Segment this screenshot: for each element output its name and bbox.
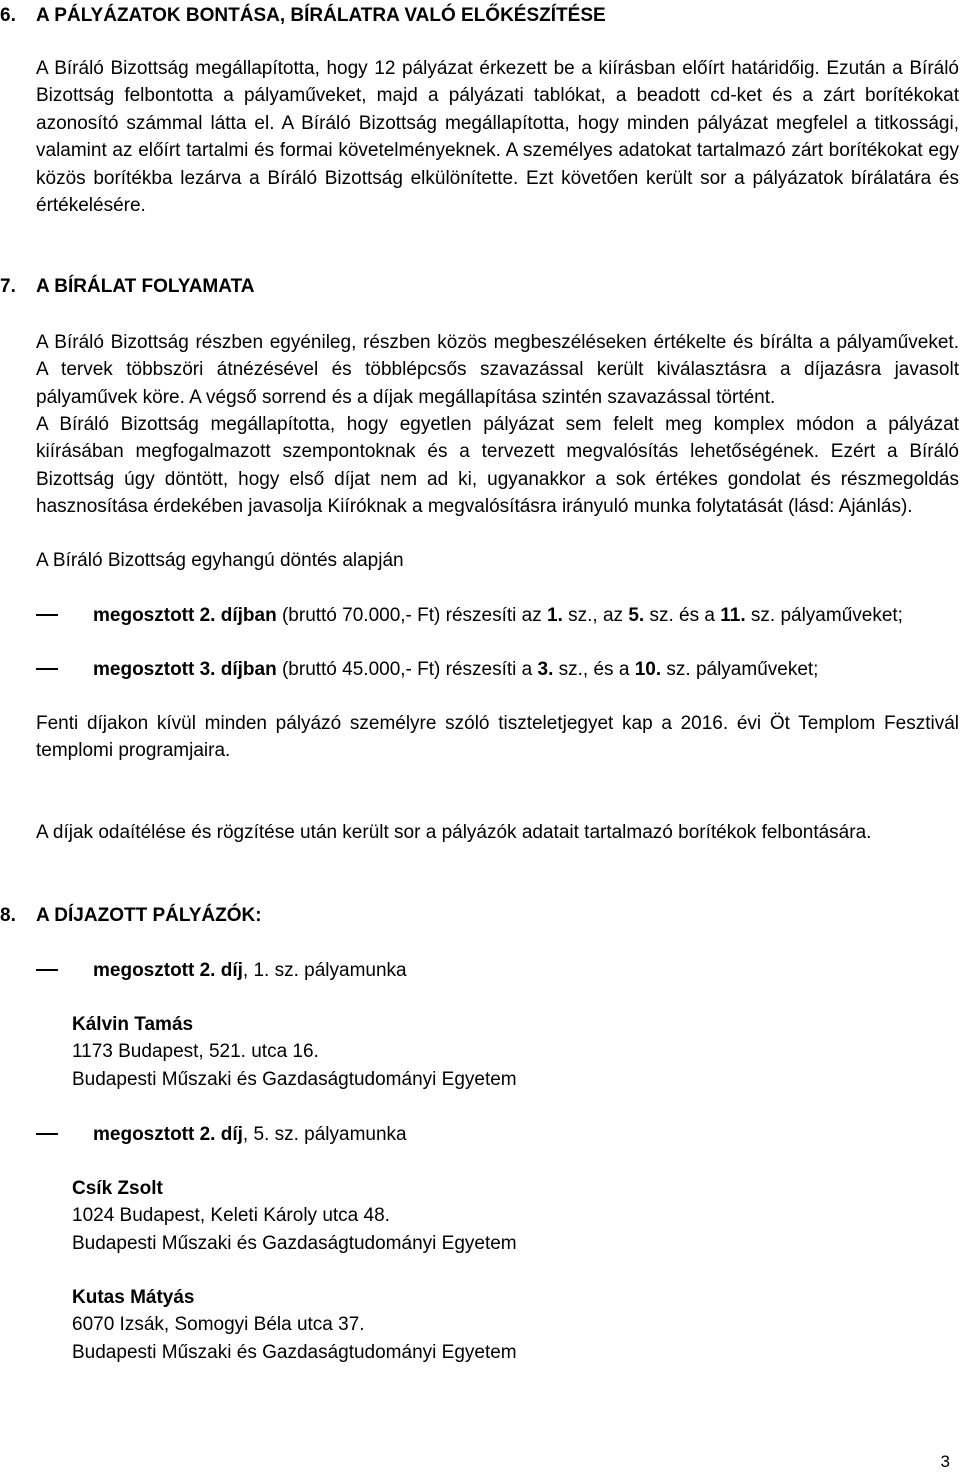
award-1-text-4: sz. pályaműveket; <box>745 605 903 626</box>
person-address: 1173 Budapest, 521. utca 16. <box>72 1041 319 1063</box>
winner-2-person-2 <box>72 1284 517 1366</box>
award-line-1 <box>36 602 903 629</box>
award-line-2 <box>36 656 818 683</box>
award-1-text-3: sz. és a <box>644 605 721 626</box>
award-1-title: megosztott 2. díjban <box>93 605 277 626</box>
award-2-title: megosztott 3. díjban <box>93 659 277 680</box>
section-7-paragraph-4: A díjak odaítélése és rögzítése után került sor a pályázók adatait tartalmazó borítékok felbontására. <box>36 822 872 843</box>
section-8-title: A DÍJAZOTT PÁLYÁZÓK: <box>36 905 262 926</box>
winner-2-award-title: megosztott 2. díj <box>93 1124 243 1145</box>
person-institution: Budapesti Műszaki és Gazdaságtudományi Egyetem <box>72 1232 517 1254</box>
person-address: 6070 Izsák, Somogyi Béla utca 37. <box>72 1314 365 1336</box>
section-6-number: 6. <box>0 5 16 26</box>
decision-intro: A Bíráló Bizottság egyhangú döntés alapján <box>36 550 404 571</box>
dash-bullet <box>36 668 58 670</box>
award-2-text-3: sz. pályaműveket; <box>661 659 819 680</box>
person-institution: Budapesti Műszaki és Gazdaságtudományi Egyetem <box>72 1068 517 1090</box>
dash-bullet <box>36 614 58 616</box>
section-8-number: 8. <box>0 905 16 926</box>
award-1-num-2: 5. <box>628 605 645 626</box>
person-name: Kálvin Tamás <box>72 1014 194 1035</box>
winner-2-award <box>36 1121 407 1148</box>
section-7-title: A BÍRÁLAT FOLYAMATA <box>36 276 255 297</box>
award-1-num-3: 11. <box>720 605 746 626</box>
dash-bullet <box>36 1133 58 1135</box>
award-1-text-1: (bruttó 70.000,- Ft) részesíti az <box>276 605 548 626</box>
section-7-heading <box>0 273 255 300</box>
section-7-number: 7. <box>0 276 16 297</box>
page-number: 3 <box>940 1452 950 1471</box>
winner-1-award <box>36 957 407 984</box>
winner-2-award-rest: , 5. sz. pályamunka <box>242 1124 407 1145</box>
winner-2-person-1 <box>72 1175 517 1257</box>
winner-1-award-rest: , 1. sz. pályamunka <box>242 960 407 981</box>
award-2-text-2: sz., és a <box>553 659 635 680</box>
section-6-title: A PÁLYÁZATOK BONTÁSA, BÍRÁLATRA VALÓ ELŐKÉSZÍTÉSE <box>36 5 606 26</box>
section-7-paragraph-1: A Bíráló Bizottság részben egyénileg, részben közös megbeszéléseken értékelte és bírálta a pályaműveket. A tervek többszöri átnézésével és többlépcsős szavazással került kiválasztásra a díjazásra javasolt pályaművek köre. A végső sorrend és a díjak megállapítása szintén szavazással történt. <box>36 332 959 408</box>
award-1-num-1: 1. <box>547 605 563 626</box>
winner-1-person-1 <box>72 1011 517 1093</box>
section-6-heading <box>0 2 606 29</box>
award-2-text-1: (bruttó 45.000,- Ft) részesíti a <box>276 659 538 680</box>
person-institution: Budapesti Műszaki és Gazdaságtudományi Egyetem <box>72 1341 517 1363</box>
award-2-num-2: 10. <box>634 659 662 680</box>
section-7-paragraph-2: A Bíráló Bizottság megállapította, hogy egyetlen pályázat sem felelt meg komplex módon a pályázat kiírásában megfogalmazott szempontoknak és a tervezett megvalósítás lehetőségének. Ezért a Bíráló Bizottság úgy döntött, hogy első díjat nem ad ki, ugyanakkor a sok értékes gondolat és részmegoldás hasznosítása érdekében javasolja Kiíróknak a megvalósításra irányuló munka folytatását (lásd: Ajánlás). <box>36 414 959 518</box>
section-6-paragraph: A Bíráló Bizottság megállapította, hogy 12 pályázat érkezett be a kiírásban előírt határidőig. Ezután a Bíráló Bizottság felbontotta a pályaműveket, majd a pályázati tablókat, a beadott cd-ket és a zárt borítékokat azonosító számmal látta el. A Bíráló Bizottság megállapította, hogy minden pályázat megfelel a titkossági, valamint az előírt tartalmi és formai követelményeknek. A személyes adatokat tartalmazó zárt borítékokat egy közös borítékba lezárva a Bíráló Bizottság elkülönítette. Ezt követően került sor a pályázatok bírálatára és értékelésére. <box>36 58 959 217</box>
person-address: 1024 Budapest, Keleti Károly utca 48. <box>72 1205 390 1227</box>
section-8-heading <box>0 902 262 929</box>
person-name: Kutas Mátyás <box>72 1287 195 1308</box>
award-2-num-1: 3. <box>537 659 554 680</box>
award-1-text-2: sz., az <box>562 605 629 626</box>
dash-bullet <box>36 969 58 971</box>
section-7-paragraph-3: Fenti díjakon kívül minden pályázó személyre szóló tiszteletjegyet kap a 2016. évi Öt Templom Fesztivál templomi programjaira. <box>36 713 959 762</box>
winner-1-award-title: megosztott 2. díj <box>93 960 243 981</box>
person-name: Csík Zsolt <box>72 1178 163 1199</box>
